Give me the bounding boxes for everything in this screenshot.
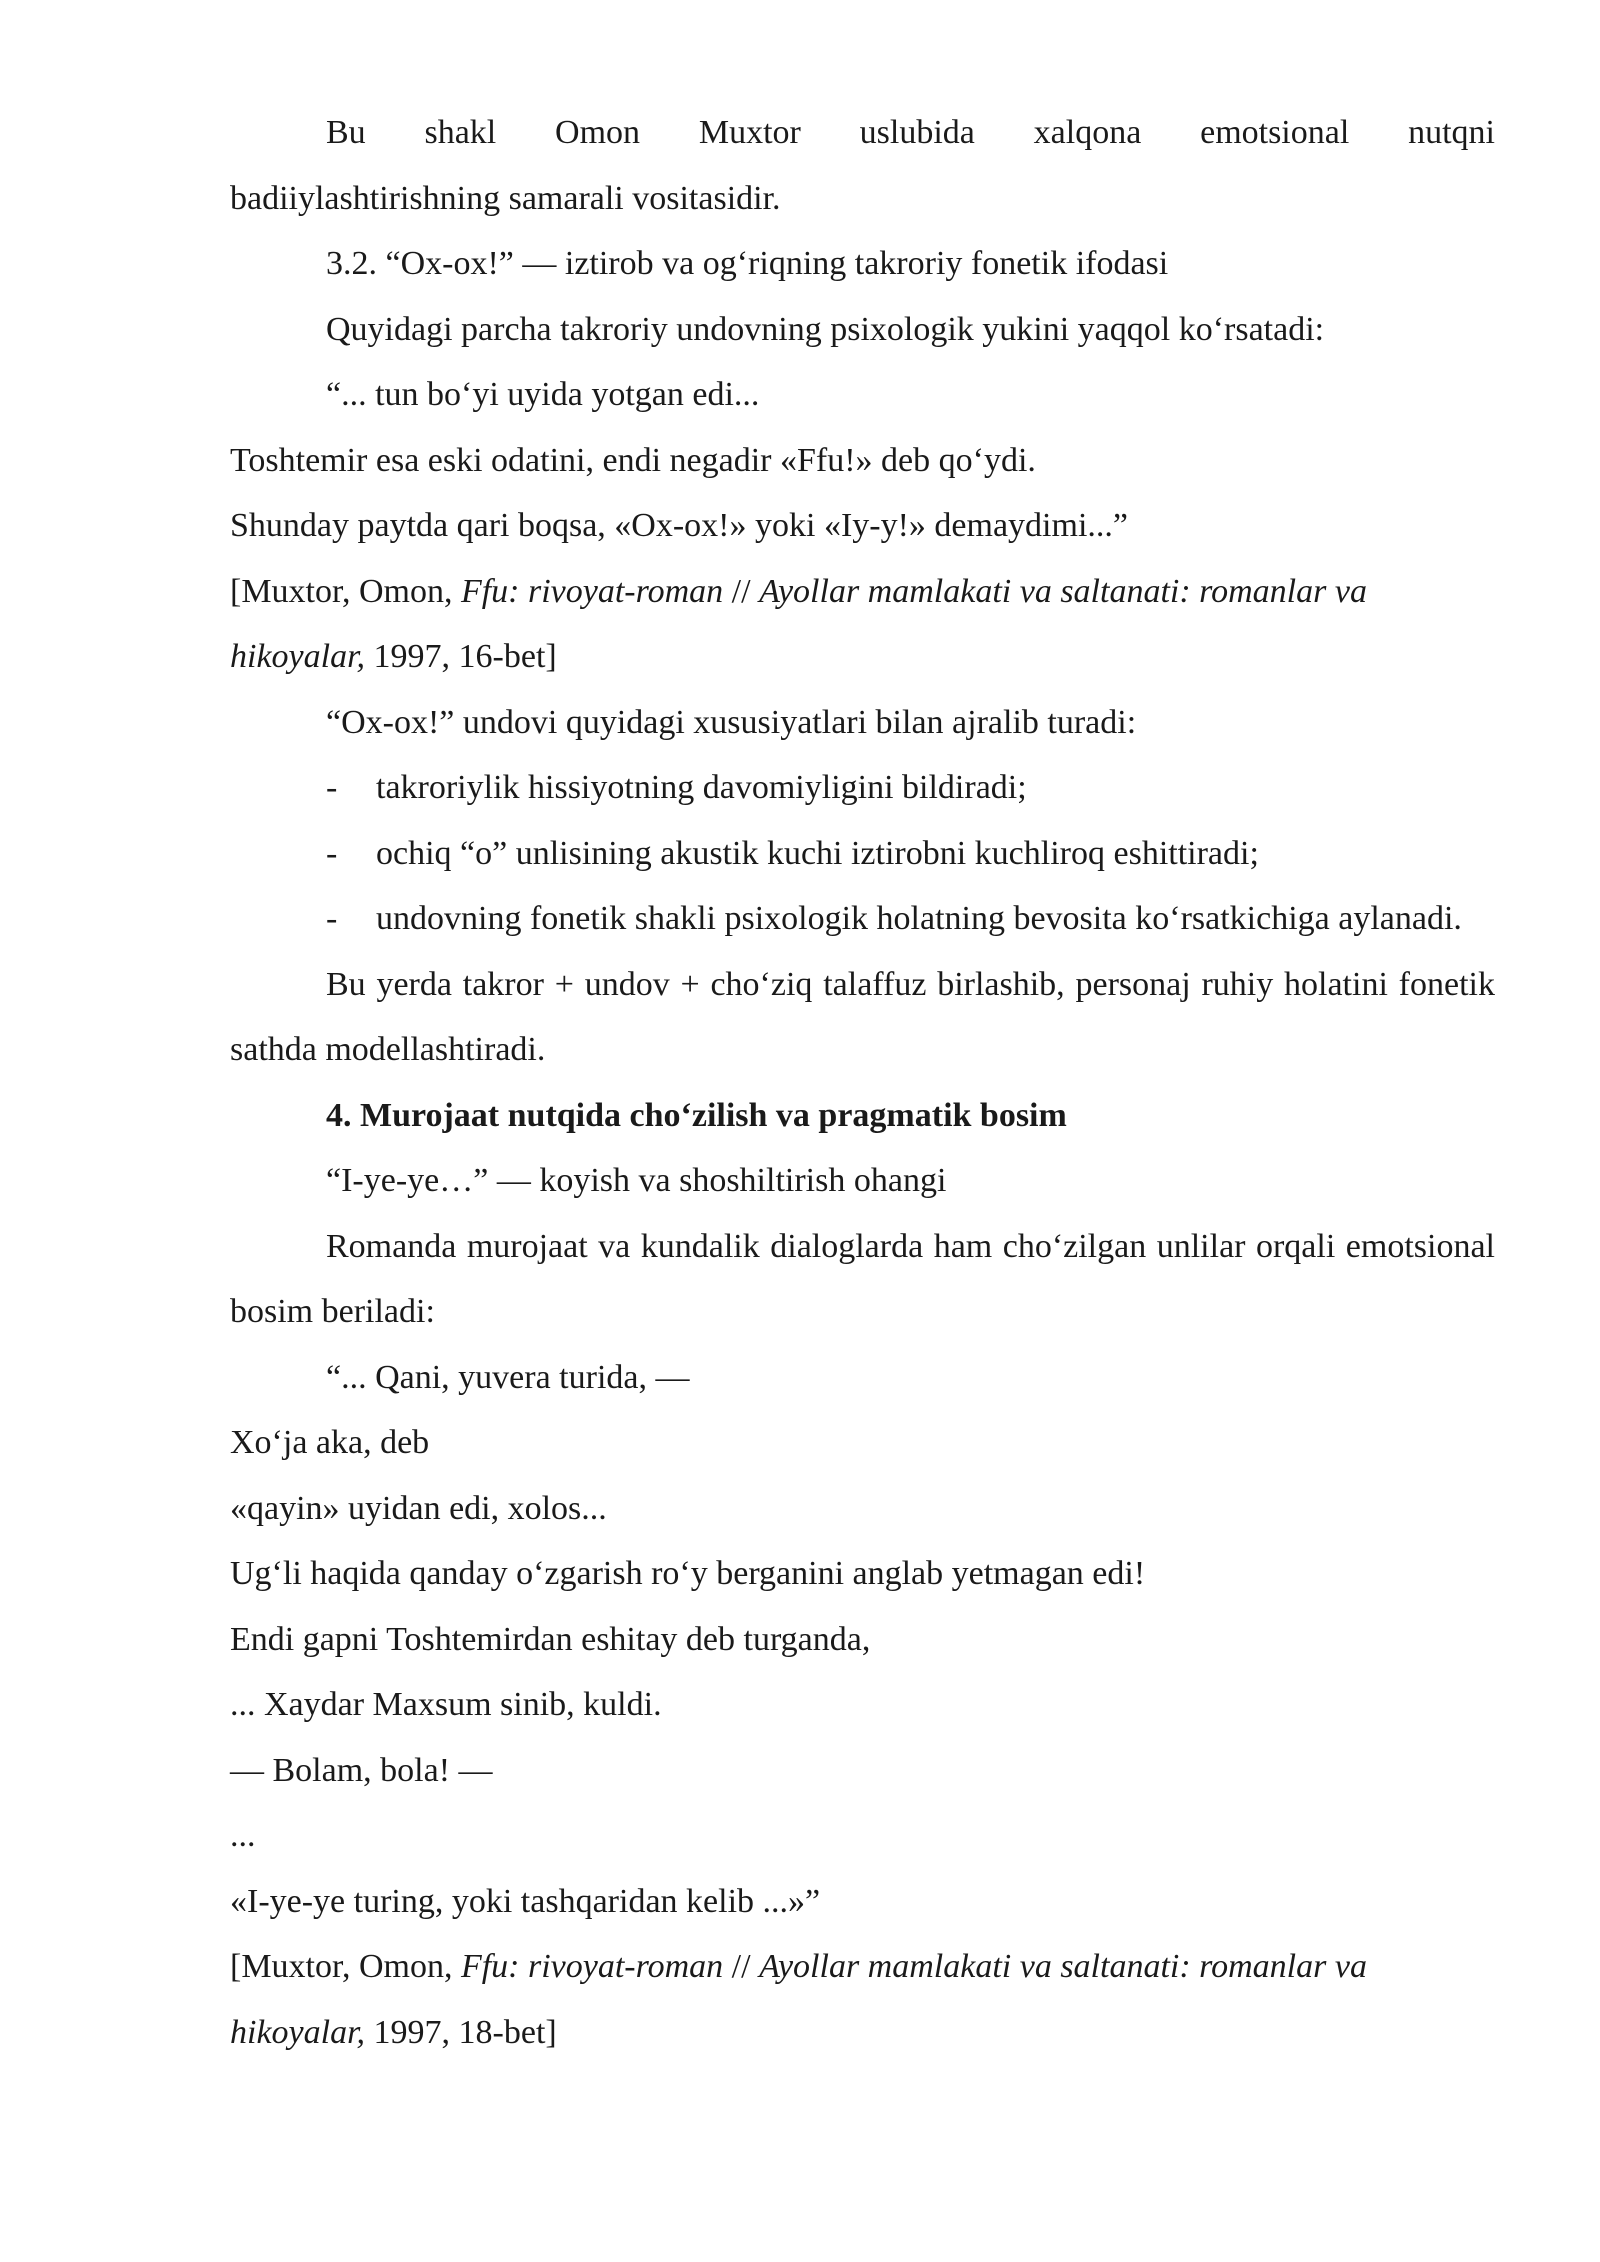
paragraph-text: Romanda murojaat va kundalik dialoglarda ham cho‘zilgan unlilar orqali emotsional bosim beriladi: bbox=[230, 1227, 1495, 1330]
features-list bbox=[230, 755, 1495, 952]
quote-line: «qayin» uyidan edi, xolos... bbox=[230, 1489, 607, 1527]
citation-open: [Muxtor, Omon, bbox=[230, 572, 461, 610]
list-dash: - bbox=[326, 769, 338, 806]
section-heading-4: 4. Murojaat nutqida cho‘zilish va pragmatik bosim bbox=[326, 1096, 1067, 1134]
quote-line: — Bolam, bola! — bbox=[230, 1751, 493, 1789]
list-item-text: undovning fonetik shakli psixologik holatning bevosita ko‘rsatkichiga aylanadi. bbox=[376, 900, 1462, 937]
citation-collection: Ayollar mamlakati va saltanati: romanlar va hikoyalar, bbox=[230, 1948, 1367, 2051]
section-heading-3-2: 3.2. “Ox-ox!” — iztirob va og‘riqning takroriy fonetik ifodasi bbox=[326, 245, 1169, 282]
citation-separator: // bbox=[723, 1948, 760, 1985]
document-page bbox=[230, 100, 1495, 2065]
quote-line: «I-ye-ye turing, yoki tashqaridan kelib ...»” bbox=[230, 1882, 821, 1920]
paragraph-text: Bu yerda takror + undov + cho‘ziq talaffuz birlashib, personaj ruhiy holatini fonetik sathda modellashtiradi. bbox=[230, 965, 1495, 1068]
citation-tail: 1997, 16-bet] bbox=[365, 638, 557, 675]
citation bbox=[230, 1934, 1495, 2065]
list-dash: - bbox=[326, 900, 338, 937]
paragraph-text: Quyidagi parcha takroriy undovning psixologik yukini yaqqol ko‘rsatadi: bbox=[326, 310, 1325, 348]
quote-line: Xo‘ja aka, deb bbox=[230, 1424, 430, 1461]
quote-line: ... bbox=[230, 1817, 256, 1854]
paragraph-text: badiiylashtirishning samarali vositasidir. bbox=[230, 179, 781, 217]
citation-open: [Muxtor, Omon, bbox=[230, 1948, 461, 1985]
list-dash: - bbox=[326, 834, 338, 872]
quote-line: “... tun bo‘yi uyida yotgan edi... bbox=[326, 376, 760, 413]
list-item bbox=[230, 755, 1495, 821]
quote-line: “... Qani, yuvera turida, — bbox=[326, 1358, 690, 1396]
paragraph-text: “Ox-ox!” undovi quyidagi xususiyatlari bilan ajralib turadi: bbox=[326, 703, 1137, 741]
quote-line: Shunday paytda qari boqsa, «Ox-ox!» yoki «Iy-y!» demaydimi...” bbox=[230, 507, 1128, 544]
citation bbox=[230, 559, 1495, 690]
quote-line: Toshtemir esa eski odatini, endi negadir «Ffu!» deb qo‘ydi. bbox=[230, 441, 1036, 479]
subheading: “I-ye-ye…” — koyish va shoshiltirish ohangi bbox=[326, 1162, 947, 1199]
list-item-text: takroriylik hissiyotning davomiyligini bildiradi; bbox=[376, 769, 1027, 806]
citation-collection: Ayollar mamlakati va saltanati: romanlar va hikoyalar, bbox=[230, 572, 1367, 675]
list-item bbox=[230, 886, 1495, 952]
quote-line: ... Xaydar Maxsum sinib, kuldi. bbox=[230, 1686, 662, 1723]
citation-separator: // bbox=[723, 572, 760, 610]
citation-title: Ffu: rivoyat-roman bbox=[460, 572, 724, 610]
list-item-text: ochiq “o” unlisining akustik kuchi iztirobni kuchliroq eshittiradi; bbox=[376, 834, 1259, 872]
quote-line: Endi gapni Toshtemirdan eshitay deb turganda, bbox=[230, 1620, 871, 1658]
citation-title: Ffu: rivoyat-roman bbox=[460, 1948, 724, 1985]
paragraph-text: Bu shakl Omon Muxtor uslubida xalqona emotsional nutqni bbox=[326, 114, 1495, 151]
quote-line: Ug‘li haqida qanday o‘zgarish ro‘y berganini anglab yetmagan edi! bbox=[230, 1555, 1146, 1592]
citation-tail: 1997, 18-bet] bbox=[365, 2013, 557, 2051]
list-item bbox=[230, 821, 1495, 887]
